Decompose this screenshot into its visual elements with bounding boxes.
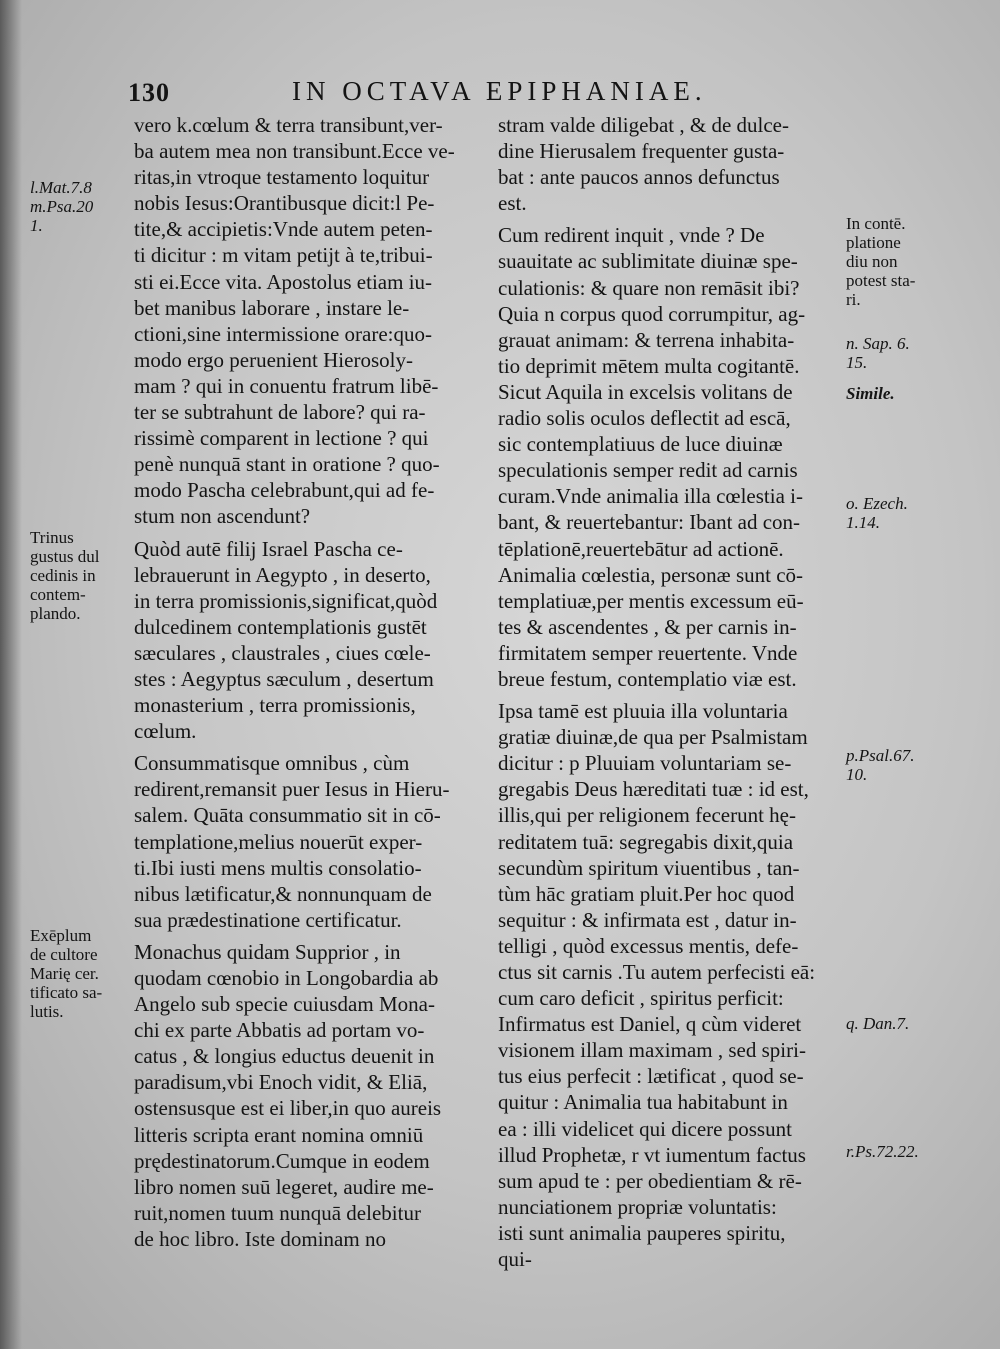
text-line: sic contemplatiuus de luce diuinæ [498,432,783,457]
text-line: tes & ascendentes , & per carnis in- [498,614,797,639]
text-line: cœlum. [134,719,197,744]
text-line: ba autem mea non transibunt.Ecce ve- [134,139,455,164]
margin-note-line: lutis. [30,1002,64,1021]
margin-note-line: ri. [846,290,861,309]
margin-note-line: Trinus [30,528,74,547]
margin-note-simile [846,384,966,403]
text-line: secundùm spiritum viuentibus , tan- [498,855,800,880]
margin-note-line: l.Mat.7.8 [30,178,92,197]
text-line: curam.Vnde animalia illa cœlestia i- [498,484,803,509]
text-line: stram valde diligebat , & de dulce- [498,113,789,137]
text-line: penè nunquā stant in oratione ? quo- [134,452,440,477]
text-line: Quia n corpus quod corrumpitur, ag- [498,301,806,326]
text-line: nibus lætificatur,& nonnunquam de [134,881,432,906]
text-line: illis,qui per religionem fecerunt hę- [498,803,796,828]
page-number: 130 [128,78,170,107]
text-line: breue festum, contemplatio viæ est. [498,666,797,691]
text-line: gregabis Deus hæreditati tuæ : id est, [498,777,809,802]
text-line: sum apud te : per obedientiam & rē- [498,1168,802,1193]
text-line: vero k.cœlum & terra transibunt,ver- [134,113,443,137]
text-line: sæculares , claustrales , ciues cœle- [134,640,431,665]
text-line: reditatem tuā: segregabis dixit,quia [498,829,794,854]
margin-note-line: cedinis in [30,566,96,585]
margin-note-line: In contē. [846,214,906,233]
text-line: sequitur : & infirmata est , datur in- [498,907,797,932]
text-line: radio solis oculos deflectit ad escā, [498,406,791,431]
margin-note-line: Exēplum [30,926,92,945]
text-line: dulcedinem contemplationis gustēt [134,614,427,639]
text-line: monasterium , terra promissionis, [134,693,416,718]
margin-note-line: o. Ezech. [846,494,908,513]
margin-note-line: tificato sa- [30,983,103,1002]
text-line: tùm hāc gratiam pluit.Per hoc quod [498,881,795,906]
text-line: sti ei.Ecce vita. Apostolus etiam iu- [134,269,433,294]
left-text-column [134,112,480,1252]
text-line: ritas,in vtroque testamento loquitur [134,165,430,190]
margin-note-ps72 [846,1142,966,1161]
text-line: culationis: & quare non remāsit ibi? [498,275,800,300]
text-line: mam ? qui in conuentu fratrum libē- [134,373,439,398]
text-line: dicitur : p Pluuiam voluntariam se- [498,751,792,776]
margin-note-dan [846,1014,966,1033]
text-line: grauat animam: & terrena inhabita- [498,327,795,352]
margin-note-line: potest sta- [846,271,916,290]
running-head: IN OCTAVA EPIPHANIAE. [292,76,707,106]
text-line: tite,& accipietis:Vnde autem peten- [134,217,433,242]
text-line: chi ex parte Abbatis ad portam vo- [134,1018,425,1043]
margin-note-line: 15. [846,353,868,372]
page-edge-shadow [0,0,22,1349]
text-line: qui- [498,1247,532,1272]
text-line: modo ergo peruenient Hierosoly- [134,347,413,372]
text-line: tēplationē,reuertebātur ad actionē. [498,536,784,561]
text-line: stes : Aegyptus sæculum , desertum [134,666,434,691]
text-line: visionem illam maximam , sed spiri- [498,1038,806,1063]
text-line: rissimè comparent in lectione ? qui [134,426,429,451]
text-line: ea : illi videlicet qui dicere possunt [498,1116,792,1141]
margin-note-ezech [846,494,966,532]
margin-note-line: 1. [30,216,43,235]
text-line: stum non ascendunt? [134,504,311,529]
text-line: bant, & reuertebantur: Ibant ad con- [498,510,801,535]
text-line: cum caro deficit , spiritus perficit: [498,986,784,1011]
text-line: catus , & longius eductus deuenit in [134,1044,435,1069]
margin-note-line: r.Ps.72.22. [846,1142,919,1161]
text-line: salem. Quāta consummatio sit in cō- [134,803,441,828]
text-line: paradisum,vbi Enoch vidit, & Eliā, [134,1070,428,1095]
text-line: Sicut Aquila in excelsis volitans de [498,379,793,404]
text-line: isti sunt animalia pauperes spiritu, [498,1220,786,1245]
text-line: nunciationem propriæ voluntatis: [498,1194,777,1219]
right-text-column [498,112,844,1272]
text-line: quitur : Animalia tua habitabunt in [498,1090,788,1115]
text-line: de hoc libro. Iste dominam no [134,1226,386,1251]
margin-note-line: de cultore [30,945,98,964]
text-line: lebrauerunt in Aegypto , in deserto, [134,562,431,587]
margin-note-sap [846,334,966,372]
text-line: templatiuæ,per mentis excessum eū- [498,588,804,613]
text-line: firmitatem semper reuertente. Vnde [498,640,798,665]
text-line: illud Prophetæ, r vt iumentum factus [498,1142,806,1167]
text-line: dine Hierusalem frequenter gusta- [498,139,785,164]
text-line: Angelo sub specie cuiusdam Mona- [134,992,435,1017]
text-line: templatione,melius nouerūt exper- [134,829,423,854]
text-line: ctus sit carnis .Tu autem perfecisti eā: [498,960,816,984]
text-line: modo Pascha celebrabunt,qui ad fe- [134,478,435,503]
text-line: Ipsa tamē est pluuia illa voluntaria [498,699,788,724]
text-line: Infirmatus est Daniel, q cùm videret [498,1012,802,1037]
margin-note-contemplatione [846,214,966,309]
text-line: est. [498,191,527,216]
text-line: telligi , quòd excessus mentis, defe- [498,933,799,958]
margin-note-line: m.Psa.20 [30,197,94,216]
text-line: tus eius perfecit : lætificat , quod se- [498,1064,804,1089]
text-line: sua prædestinatione certificatur. [134,907,402,932]
text-line: Animalia cœlestia, personæ sunt cō- [498,562,804,587]
text-line: litteris scripta erant nomina omniū [134,1122,424,1147]
margin-note-line: gustus dul [30,547,100,566]
margin-note-line: Marię cer. [30,964,99,983]
margin-note-line: 1.14. [846,513,880,532]
margin-note-psal67 [846,746,966,784]
text-line: speculationis semper redit ad carnis [498,458,798,483]
text-line: ruit,nomen tuum nunquā delebitur [134,1200,421,1225]
text-line: Monachus quidam Supprior , in [134,939,401,964]
text-line: gratiæ diuinæ,de qua per Psalmistam [498,725,808,750]
text-line: nobis Iesus:Orantibusque dicit:l Pe- [134,191,435,216]
text-line: ti dicitur : m vitam petijt à te,tribui- [134,243,433,268]
text-line: Consummatisque omnibus , cùm [134,751,410,776]
margin-note-line: plando. [30,604,81,623]
margin-note-line: contem- [30,585,86,604]
margin-note-exemplum [30,926,130,1021]
text-line: prędestinatorum.Cumque in eodem [134,1148,430,1173]
text-line: libro nomen suū legeret, audire me- [134,1174,434,1199]
margin-note-line: Simile. [846,384,895,403]
text-line: suauitate ac sublimitate diuinæ spe- [498,249,798,274]
text-line: ter se subtrahunt de labore? qui ra- [134,400,426,425]
margin-note-scripture-refs [30,178,130,235]
text-line: in terra promissionis,significat,quòd [134,588,438,613]
margin-note-line: p.Psal.67. [846,746,915,765]
text-line: tio deprimit mētem multa cogitantē. [498,353,800,378]
margin-note-line: 10. [846,765,868,784]
text-line: quodam cœnobio in Longobardia ab [134,966,439,990]
margin-note-line: q. Dan.7. [846,1014,910,1033]
margin-note-line: n. Sap. 6. [846,334,910,353]
text-line: bet manibus laborare , instare le- [134,295,410,320]
text-line: ctioni,sine intermissione orare:quo- [134,321,433,346]
margin-note-line: diu non [846,252,898,271]
margin-note-line: platione [846,233,901,252]
text-line: bat : ante paucos annos defunctus [498,165,780,190]
text-line: Quòd autē filij Israel Pascha ce- [134,536,403,561]
page-header [0,76,1000,112]
text-line: Cum redirent inquit , vnde ? De [498,223,765,248]
text-line: redirent,remansit puer Iesus in Hieru- [134,777,450,802]
text-line: ti.Ibi iusti mens multis consolatio- [134,855,422,880]
text-line: ostensusque est ei liber,in quo aureis [134,1096,442,1121]
margin-note-trinus-gustus [30,528,130,623]
